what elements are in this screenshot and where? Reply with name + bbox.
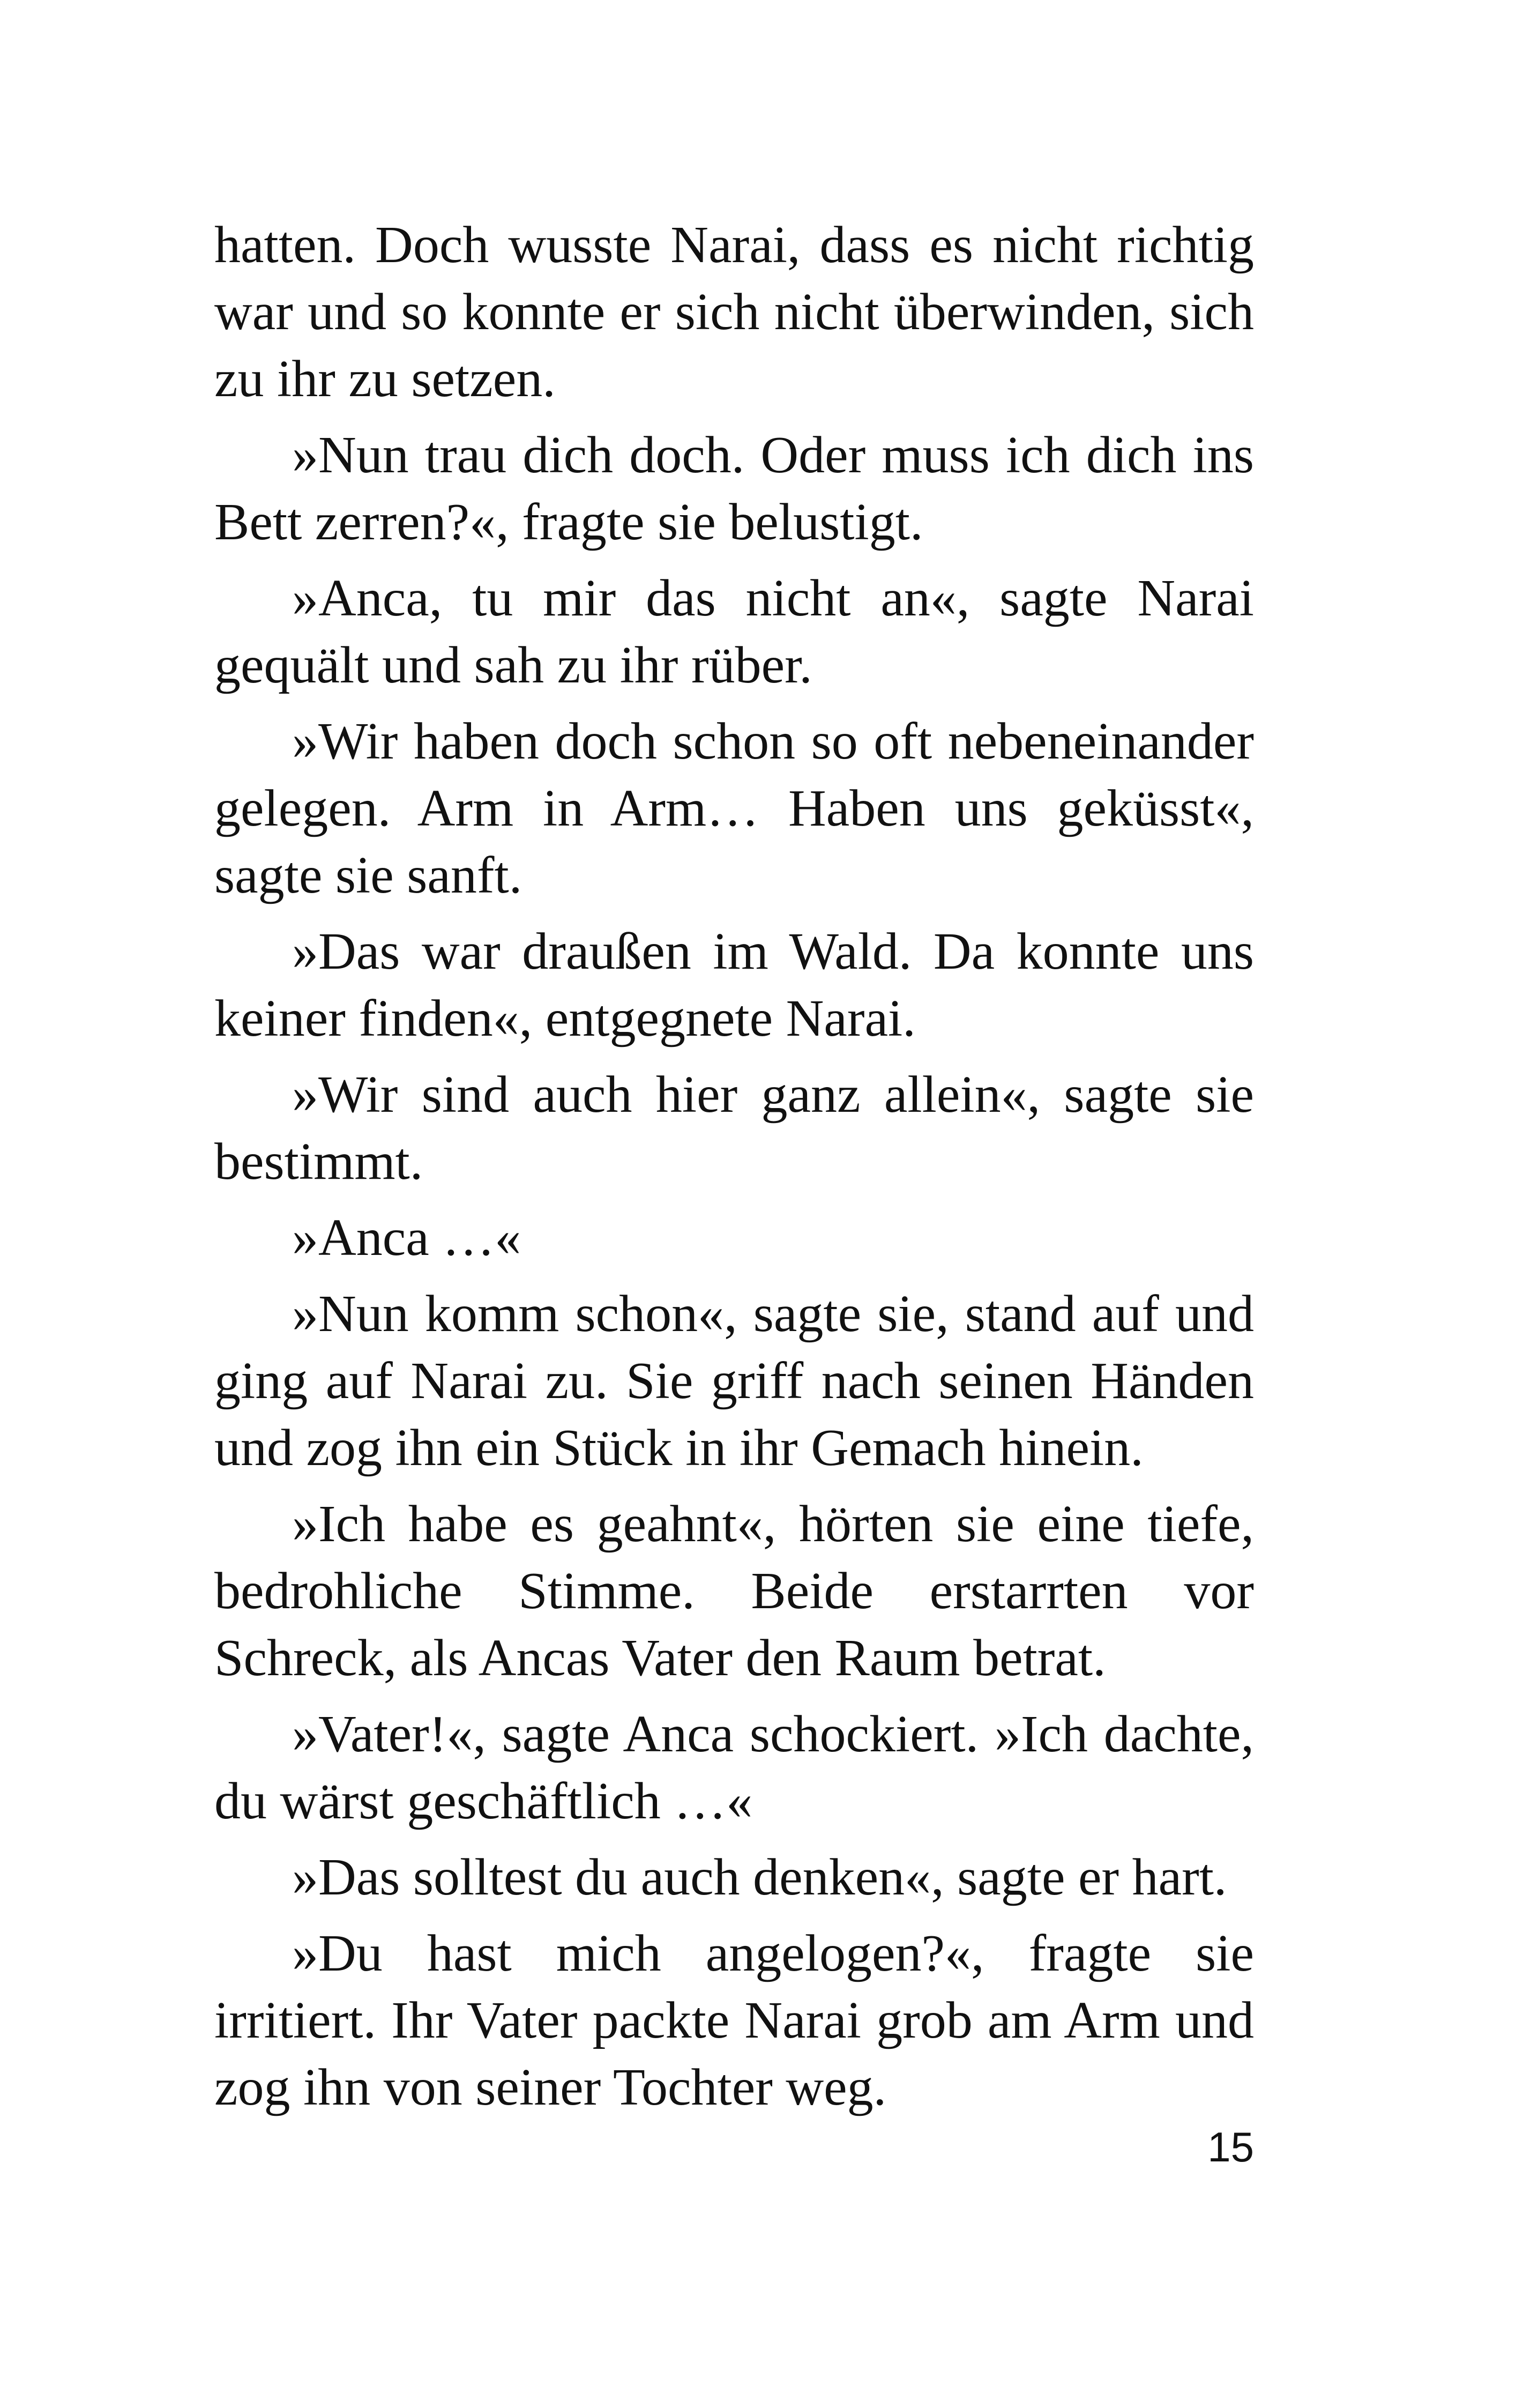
paragraph: hatten. Doch wusste Narai, dass es nicht richtig war und so konnte er sich nicht überwinden, sich zu ihr zu setzen. <box>214 216 1254 408</box>
paragraph: »Du hast mich angelogen?«, fragte sie irritiert. Ihr Vater packte Narai grob am Arm und zog ihn von seiner Tochter weg. <box>214 1924 1254 2116</box>
paragraph: »Das solltest du auch denken«, sagte er hart. <box>292 1848 1227 1906</box>
paragraph: »Nun trau dich doch. Oder muss ich dich ins Bett zerren?«, fragte sie belustigt. <box>214 426 1254 551</box>
paragraph: »Nun komm schon«, sagte sie, stand auf und ging auf Narai zu. Sie griff nach seinen Händen und zog ihn ein Stück in ihr Gemach hinein. <box>214 1285 1254 1477</box>
body-text <box>214 212 1254 2130</box>
paragraph: »Anca …« <box>292 1209 521 1267</box>
paragraph: »Wir haben doch schon so oft nebeneinander gelegen. Arm in Arm… Haben uns geküsst«, sagte sie sanft. <box>214 712 1254 904</box>
paragraph: »Anca, tu mir das nicht an«, sagte Narai gequält und sah zu ihr rüber. <box>214 569 1254 694</box>
paragraph: »Vater!«, sagte Anca schockiert. »Ich dachte, du wärst geschäftlich …« <box>214 1705 1254 1830</box>
paragraph: »Wir sind auch hier ganz allein«, sagte sie bestimmt. <box>214 1066 1254 1191</box>
paragraph: »Ich habe es geahnt«, hörten sie eine tiefe, bedrohliche Stimme. Beide erstarrten vor Schreck, als Ancas Vater den Raum betrat. <box>214 1495 1254 1687</box>
paragraph: »Das war draußen im Wald. Da konnte uns keiner finden«, entgegnete Narai. <box>214 923 1254 1047</box>
page-number: 15 <box>1207 2123 1254 2171</box>
